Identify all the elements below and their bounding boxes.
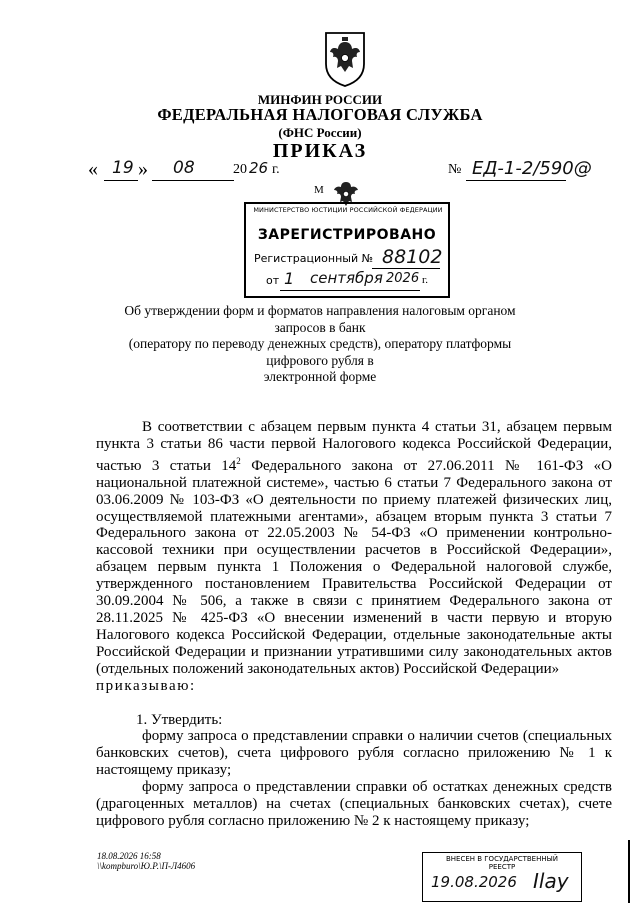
- footer-path: \\kompburo\Ю.Р.\П-Л4606: [97, 861, 196, 871]
- paragraph-form-1: форму запроса о представлении справки о наличии счетов (специальных банковских счетов), счета цифрового рубля согласно приложению № 1 к настоящему приказу;: [96, 728, 612, 779]
- year-prefix: 20: [233, 162, 247, 177]
- month-underline: [152, 180, 234, 181]
- year-label: г.: [272, 162, 280, 177]
- registry-stamp-date: 19.08.2026: [431, 873, 517, 891]
- day-underline: [104, 180, 138, 181]
- stamp-month: сентября: [310, 269, 383, 287]
- registry-stamp-line1: ВНЕСЕН В ГОСУДАРСТВЕННЫЙ: [445, 855, 559, 863]
- registration-stamp: [244, 178, 450, 296]
- title-line: (оператору по переводу денежных средств), оператору платформы цифрового рубля в: [128, 336, 512, 368]
- document-type: ПРИКАЗ: [272, 140, 368, 162]
- document-title: [110, 303, 530, 386]
- document-body: [96, 419, 612, 830]
- agency-name: ФЕДЕРАЛЬНАЯ НАЛОГОВАЯ СЛУЖБА: [157, 105, 483, 124]
- registry-stamp-signature: Ilay: [533, 869, 569, 893]
- preamble-superscript: 2: [236, 455, 241, 466]
- preamble-continuation: Федерального закона от 27.06.2011 № 161-ФЗ «О национальной платежной системе», частью 6 статьи 7 Федерального закона от 03.06.2009 № 103-ФЗ «О деятельности по приему платежей физических лиц, осуществляемой платежными агентами», абзацем вторым пункта 3 статьи 7 Федерального закона от 22.05.2003 № 54-ФЗ «О применении контрольно-кассовой техники при осуществлении расчетов в Российской Федерации», абзацем первым пункта 1 Положения о Федеральной налоговой службе, утвержденного постановлением Правительства Российской Федерации от 30.09.2004 № 506, а также в связи с принятием Федерального закона от 28.11.2025 № 425-ФЗ «О внесении изменений в части первую и вторую Налогового кодекса Российской Федерации, отдельные законодательные акты Российской Федерации и признании утратившими силу законодательных актов (отдельных положений законодательных актов) Российской Федерации»: [96, 457, 612, 677]
- stamp-date-underline: [280, 290, 420, 291]
- order-number: ЕД-1-2/590@: [472, 158, 592, 179]
- item-1: 1. Утвердить:: [136, 711, 223, 728]
- open-quote: «: [88, 158, 98, 180]
- scan-edge-line: [628, 840, 630, 903]
- coat-of-arms-emblem: [321, 30, 369, 88]
- agency-short-name: (ФНС России): [278, 125, 362, 140]
- close-quote: »: [138, 158, 148, 180]
- order-month: 08: [173, 158, 195, 178]
- title-line: Об утверждении форм и форматов направления налоговым органом запросов в банк: [124, 303, 516, 335]
- stamp-reg-number: 88102: [382, 246, 443, 268]
- ministry-name: МИНФИН РОССИИ: [257, 92, 383, 107]
- footer-meta: [97, 851, 195, 871]
- title-line: электронной форме: [263, 369, 377, 384]
- order-word-text: приказываю:: [96, 677, 196, 694]
- year-suffix: 26: [249, 159, 269, 177]
- preamble-text: В соответствии с абзацем первым пункта 4 статьи 31, абзацем первым пункта 3 статьи 86 части первой Налогового кодекса Российской Федерации, частью 3 статьи 14: [96, 419, 612, 474]
- preamble-paragraph: [96, 419, 612, 678]
- order-word: [96, 678, 612, 695]
- number-underline: [466, 180, 566, 181]
- stamp-status: ЗАРЕГИСТРИРОВАНО: [257, 227, 437, 243]
- order-day: 19: [112, 158, 134, 178]
- footer-timestamp: 18.08.2026 16:58: [97, 851, 161, 861]
- stamp-org: МИНИСТЕРСТВО ЮСТИЦИИ РОССИЙСКОЙ ФЕДЕРАЦИИ: [253, 206, 443, 214]
- paragraph-form-2: форму запроса о представлении справки об остатках денежных средств (драгоценных металлов) на счетах (специальных банковских счетах), счете цифрового рубля согласно приложению № 2 к настоящему приказу;: [96, 779, 612, 829]
- stamp-year: 2026: [386, 271, 420, 286]
- stamp-reg-label: Регистрационный №: [254, 252, 374, 265]
- registry-stamp: [422, 852, 582, 902]
- stamp-from-label: от: [266, 274, 280, 287]
- number-sign: №: [448, 162, 462, 177]
- registry-stamp-line2: РЕЕСТР: [488, 863, 516, 871]
- stamp-letter-m: М: [314, 184, 324, 196]
- stamp-day: 1: [284, 269, 295, 288]
- stamp-year-suffix: г.: [422, 274, 429, 286]
